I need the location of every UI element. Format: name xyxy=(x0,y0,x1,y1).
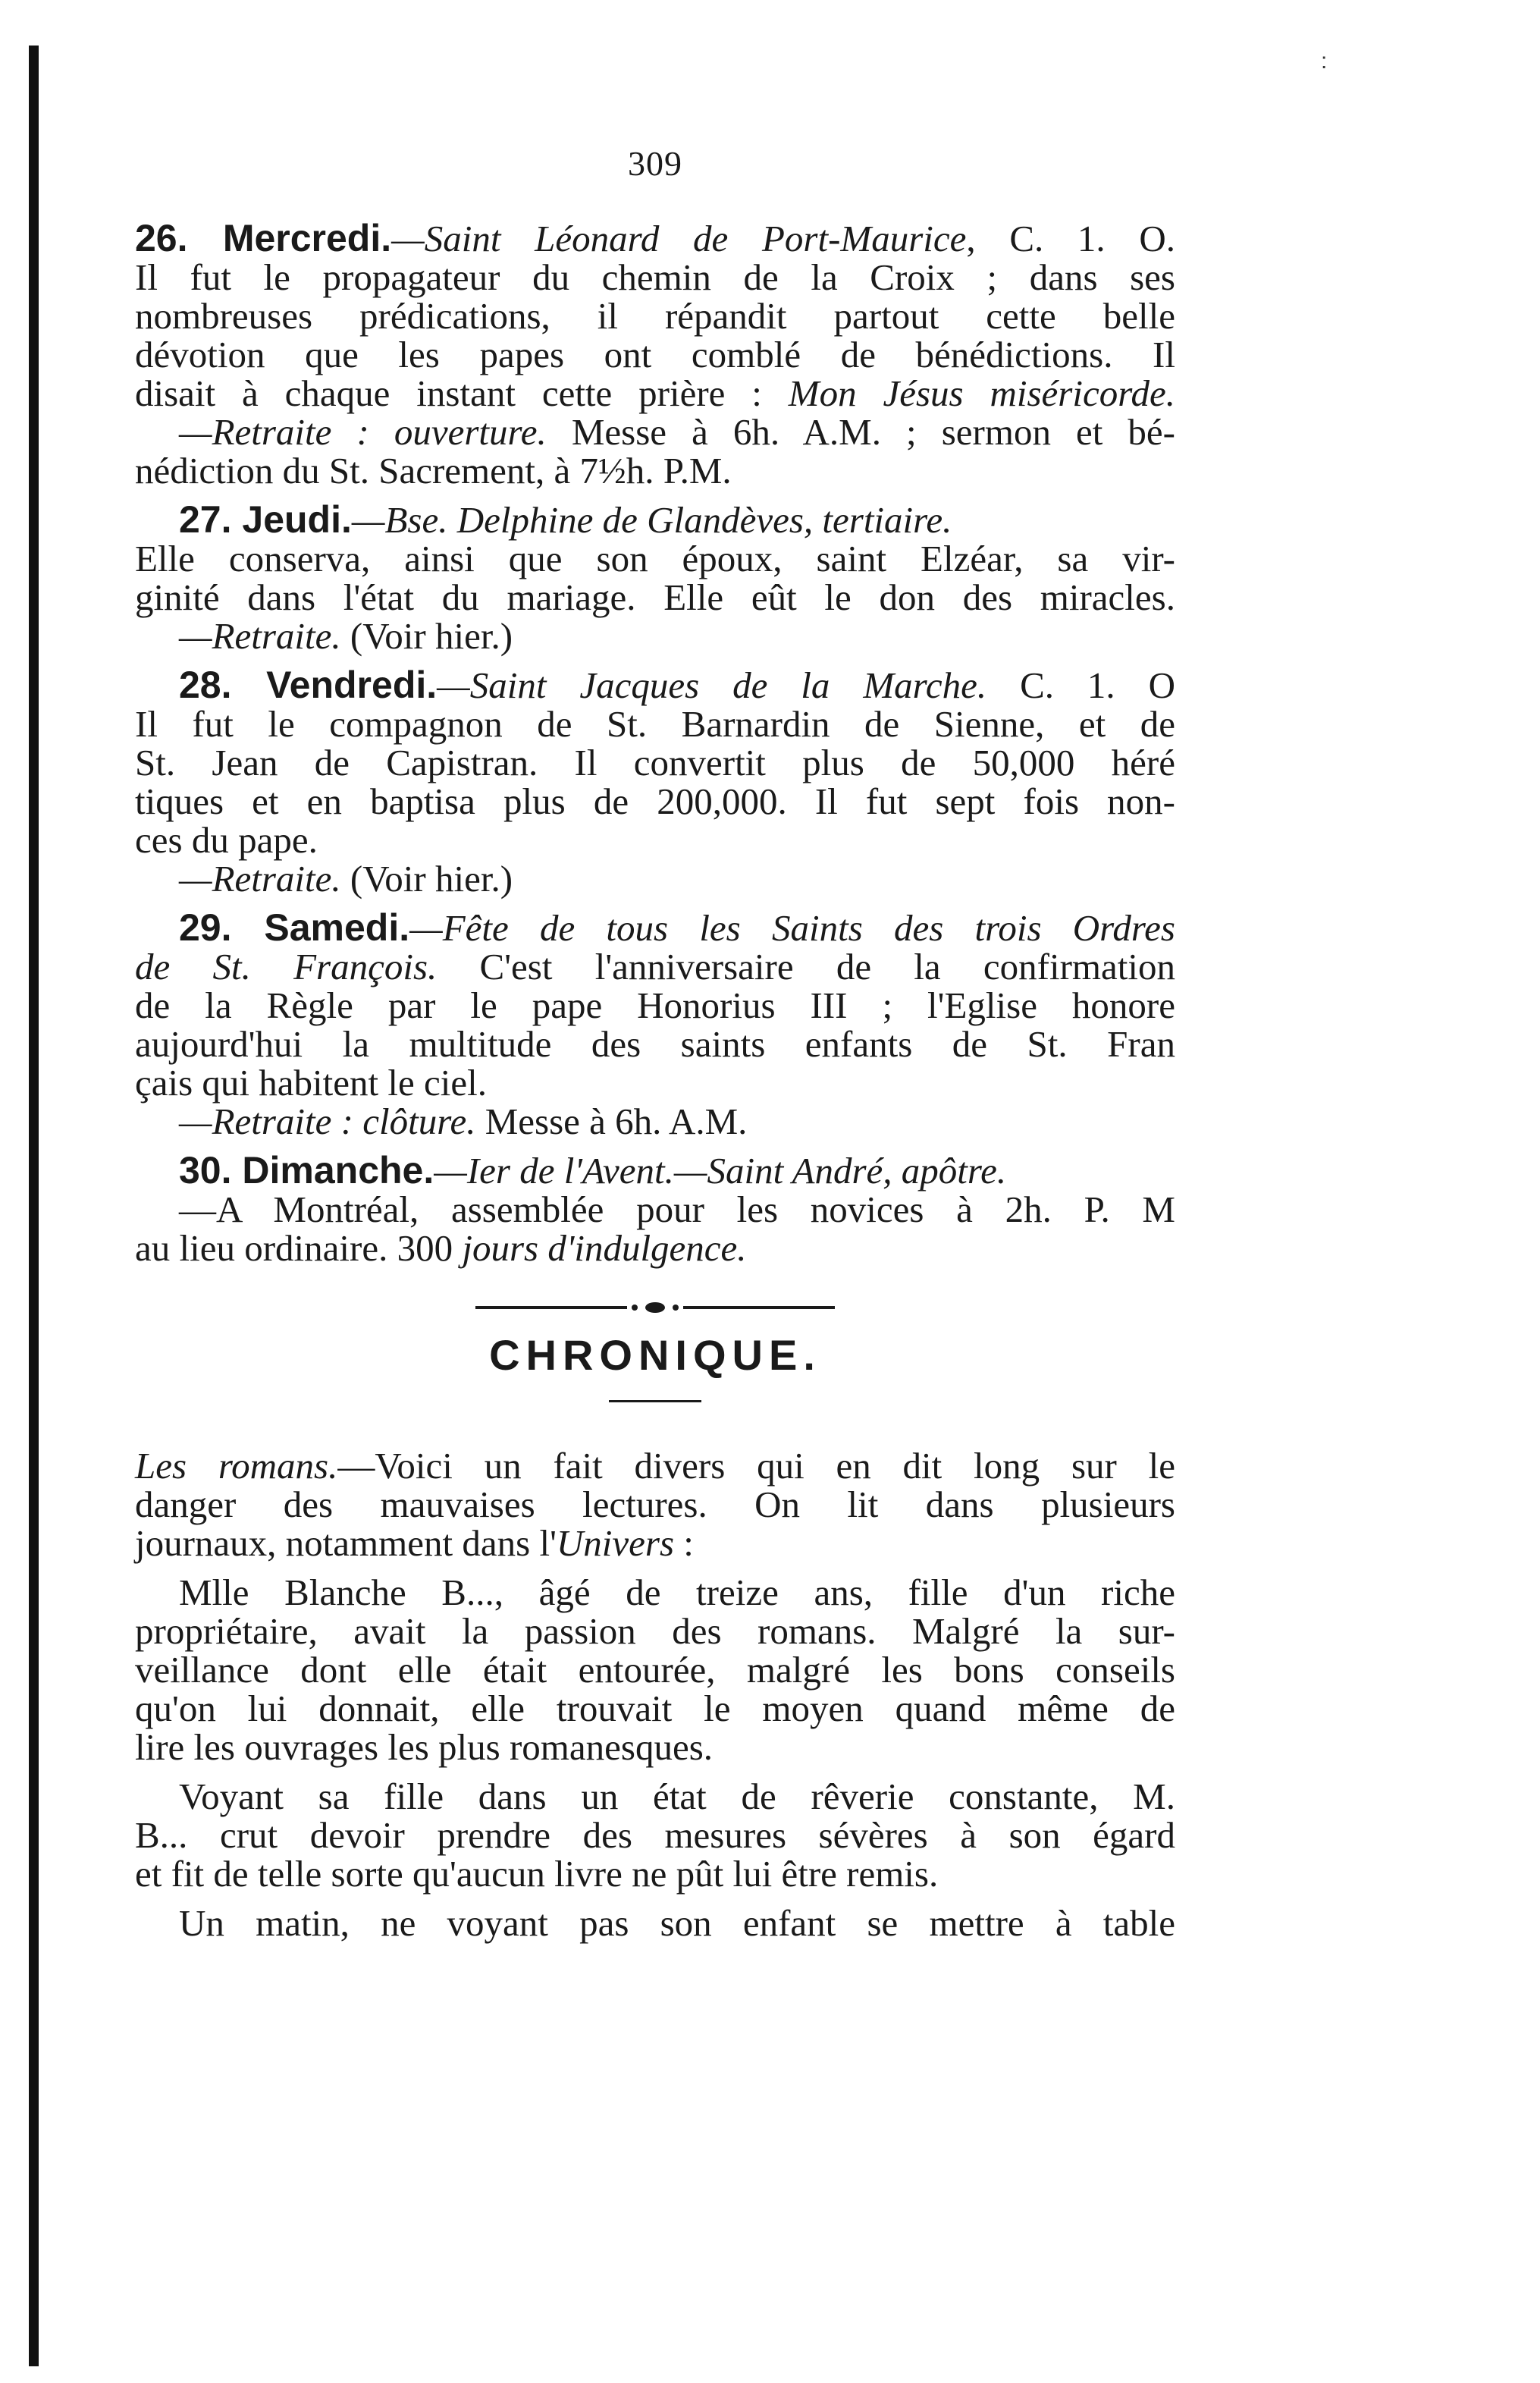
text-line: nombreuses prédications, il répandit partout cette belle xyxy=(135,295,1175,337)
day-label: 28. Vendredi. xyxy=(179,664,438,706)
chronique-paragraph xyxy=(135,1904,1175,1942)
ornament-dot xyxy=(632,1305,638,1311)
entry-heading xyxy=(135,906,1175,949)
entry-heading xyxy=(135,219,1175,258)
saint-name: —Bse. Delphine de Glandèves, tertiaire. xyxy=(351,499,952,541)
text-span: au lieu ordinaire. 300 xyxy=(135,1227,463,1269)
ornament-center xyxy=(645,1302,665,1313)
entry-heading xyxy=(135,1151,1175,1190)
text-span: Messe à 6h. A.M. xyxy=(475,1100,748,1142)
prayer-text: Mon Jésus miséricorde. xyxy=(788,372,1175,414)
article-title: Les romans. xyxy=(135,1445,338,1487)
text-span: : xyxy=(674,1522,694,1564)
retreat-label: —Retraite : ouverture. xyxy=(179,411,547,453)
text-line: ginité dans l'état du mariage. Elle eût le don des miracles. xyxy=(135,576,1175,618)
day-label: 26. Mercredi. xyxy=(135,217,392,259)
text-span: Messe à 6h. A.M. ; sermon et bé- xyxy=(546,411,1176,453)
text-line: Mlle Blanche B..., âgé de treize ans, fille d'un riche xyxy=(179,1571,1175,1613)
ornament-rule xyxy=(475,1306,627,1309)
text-span: journaux, notamment dans l' xyxy=(135,1522,557,1564)
text-line: qu'on lui donnait, elle trouvait le moyen quand même de xyxy=(135,1688,1175,1729)
text-line: propriétaire, avait la passion des romans. Malgré la sur- xyxy=(135,1610,1175,1652)
entry-heading xyxy=(135,666,1175,705)
ornament-rule xyxy=(683,1306,835,1309)
feast-name: —Fête de tous les Saints des trois Ordres xyxy=(409,907,1175,949)
page-number: 309 xyxy=(628,144,682,183)
retreat-label: —Retraite. xyxy=(179,858,341,900)
text-span: C'est l'anniversaire de la confirmation xyxy=(437,946,1175,987)
heading-suffix: , C. 1. O. xyxy=(966,218,1175,259)
retreat-line xyxy=(135,413,1175,451)
text-line xyxy=(135,1229,1175,1267)
ornament-divider xyxy=(135,1302,1175,1313)
retreat-label: —Retraite. xyxy=(179,615,341,657)
calendar-entry-29 xyxy=(135,906,1175,1142)
text-line: et fit de telle sorte qu'aucun livre ne pût lui être remis. xyxy=(135,1853,939,1895)
text-line: tiques et en baptisa plus de 200,000. Il fut sept fois non- xyxy=(135,780,1175,822)
text-line: lire les ouvrages les plus romanesques. xyxy=(135,1726,714,1768)
text-line: Voyant sa fille dans un état de rêverie constante, M. xyxy=(179,1775,1175,1817)
entry-heading xyxy=(135,498,1175,541)
text-span: —Voici un fait divers qui en dit long sur le xyxy=(337,1445,1175,1487)
text-line: Il fut le propagateur du chemin de la Croix ; dans ses xyxy=(135,256,1175,298)
text-span: disait à chaque instant cette prière : xyxy=(135,372,789,414)
day-label: 27. Jeudi. xyxy=(179,498,352,541)
text-line: dévotion que les papes ont comblé de bénédictions. Il xyxy=(135,334,1175,375)
text-line: Il fut le compagnon de St. Barnardin de Sienne, et de xyxy=(135,703,1175,745)
day-label: 30. Dimanche. xyxy=(179,1149,434,1192)
text-line xyxy=(135,1524,1175,1562)
retreat-label: —Retraite : clôture. xyxy=(179,1100,476,1142)
text-line xyxy=(135,374,1175,413)
text-line: —A Montréal, assemblée pour les novices à 2h. P. M xyxy=(179,1188,1175,1230)
text-line: Elle conserva, ainsi que son époux, saint Elzéar, sa vir- xyxy=(135,538,1175,579)
saint-name: —Saint Léonard de Port-Maurice xyxy=(391,218,967,259)
ornament-dot xyxy=(673,1305,679,1311)
section-title: CHRONIQUE. xyxy=(489,1331,821,1379)
feast-name-cont: de St. François. xyxy=(135,946,438,987)
calendar-entry-26 xyxy=(135,219,1175,490)
text-line: Un matin, ne voyant pas son enfant se mettre à table xyxy=(179,1902,1175,1944)
chronique-paragraph xyxy=(135,1777,1175,1893)
stray-mark: : xyxy=(1321,49,1328,74)
text-span: (Voir hier.) xyxy=(340,858,513,900)
text-line: ces du pape. xyxy=(135,819,318,861)
retreat-line xyxy=(135,1102,1175,1141)
chronique-paragraph xyxy=(135,1446,1175,1562)
retreat-line xyxy=(135,859,1175,898)
text-line xyxy=(135,947,1175,986)
chronique-paragraph xyxy=(135,1573,1175,1766)
title-underline xyxy=(609,1400,701,1402)
text-line: de la Règle par le pape Honorius III ; l'Eglise honore xyxy=(135,984,1175,1026)
text-span: (Voir hier.) xyxy=(340,615,513,657)
text-line: St. Jean de Capistran. Il convertit plus de 50,000 héré xyxy=(135,742,1175,783)
text-line: aujourd'hui la multitude des saints enfants de St. Fran xyxy=(135,1023,1175,1065)
calendar-entry-27 xyxy=(135,498,1175,657)
saint-name: —Saint Jacques de la Marche. xyxy=(437,664,987,706)
heading-suffix: C. 1. O xyxy=(986,664,1175,706)
book-page xyxy=(135,144,1175,1953)
text-line: çais qui habitent le ciel. xyxy=(135,1062,487,1104)
text-line xyxy=(135,1446,1175,1485)
day-label: 29. Samedi. xyxy=(179,906,410,949)
calendar-entry-28 xyxy=(135,666,1175,898)
feast-name: —Ier de l'Avent.—Saint André, apôtre. xyxy=(434,1150,1007,1192)
indulgence-text: jours d'indulgence. xyxy=(462,1227,747,1269)
text-line: veillance dont elle était entourée, malgré les bons conseils xyxy=(135,1649,1175,1691)
text-line: B... crut devoir prendre des mesures sévères à son égard xyxy=(135,1814,1175,1856)
scan-edge-bar xyxy=(29,46,39,2366)
text-line: nédiction du St. Sacrement, à 7½h. P.M. xyxy=(135,450,732,491)
text-line: danger des mauvaises lectures. On lit dans plusieurs xyxy=(135,1483,1175,1525)
calendar-entry-30 xyxy=(135,1151,1175,1267)
retreat-line xyxy=(135,617,1175,655)
newspaper-name: Univers xyxy=(556,1522,675,1564)
